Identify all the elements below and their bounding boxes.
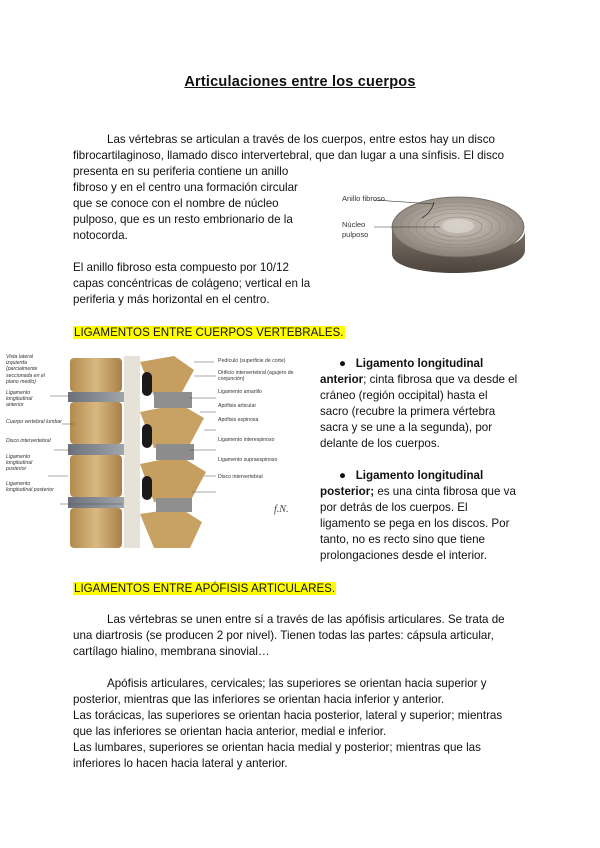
intro-line-3: presenta en su periferia contiene un anillo [73, 165, 289, 178]
spine-left-labels [6, 354, 62, 493]
left-label: plano medio) [6, 378, 36, 385]
para4-line-6: inferiores lo hacen hacia lateral y anterior. [73, 757, 288, 770]
label-pulposo: pulposo [342, 230, 369, 239]
intro-line-6: pulposo, que es un resto embrionario de la [73, 213, 293, 226]
section-heading-cuerpos [73, 323, 345, 341]
bullet-posterior-head: Ligamento longitudinal [355, 469, 484, 482]
para4-line-4: que las inferiores se orientan hacia anterior, medial e inferior. [73, 725, 387, 738]
bullet-anterior-line-1 [339, 356, 483, 372]
bullet-posterior-line-4: ligamento se pega en los discos. Por [320, 517, 510, 530]
bullet-posterior-line-3: por detrás de los cuerpos. El [320, 501, 468, 514]
bullet-posterior-head-2: posterior; [320, 485, 375, 498]
left-label: seccionada en el [6, 372, 45, 379]
bullet-anterior-line-4: sacro (recubre la primera vértebra [320, 405, 496, 418]
bullet-anterior-line-5: sacra y se une a la segunda), por [320, 421, 493, 434]
para4-line-1: Apófisis articulares, cervicales; las superiores se orientan hacia superior y [107, 677, 487, 690]
bullet-anterior-head: Ligamento longitudinal [355, 357, 484, 370]
intro-line-1: Las vértebras se articulan a través de los cuerpos, entre estos hay un disco [107, 133, 495, 146]
right-label: Ligamento interespinoso [218, 437, 275, 444]
right-label: Pedículo (superficie de corte) [218, 358, 286, 364]
left-label: izquierda [6, 360, 28, 367]
left-label: Disco intervertebral [6, 437, 51, 444]
left-label: Ligamento [6, 390, 31, 397]
artist-signature: f.N. [274, 504, 289, 515]
para3-line-1: Las vértebras se unen entre sí a través de las apófisis articulares. Se trata de [107, 613, 505, 626]
left-label: longitudinal posterior [6, 486, 54, 493]
page-title: Articulaciones entre los cuerpos [184, 74, 416, 90]
bullet-posterior-rest: es una cinta fibrosa que va [374, 485, 516, 498]
section-heading-apofisis-text: LIGAMENTOS ENTRE APÓFISIS ARTICULARES. [74, 582, 336, 595]
left-label: posterior [6, 466, 27, 473]
bullet-anterior-line-2 [320, 372, 517, 388]
bullet-posterior-line-2 [320, 484, 516, 500]
bullet-posterior-line-5: tanto, no es recto sino que tiene [320, 533, 486, 546]
disc-figure [330, 182, 530, 286]
left-label: Ligamento [6, 480, 31, 487]
intro-line-7: notocorda. [73, 229, 128, 242]
right-label: Apófisis espinosa [218, 417, 259, 424]
bullet-anterior-rest: ; cinta fibrosa que va desde el [363, 373, 518, 386]
label-anillo-fibroso: Anillo fibroso [342, 194, 385, 203]
section-heading-apofisis [73, 579, 336, 597]
left-label: Vista lateral [6, 354, 34, 360]
bullet-dot-icon: ● [339, 357, 347, 370]
para3-line-3: cartílago hialino, membrana sinovial… [73, 645, 270, 658]
bullet-posterior-line-6: prolongaciones desde el interior. [320, 549, 487, 562]
left-label: longitudinal [6, 396, 33, 403]
para4-line-2: posterior, mientras que las inferiores se orientan hacia inferior y anterior. [73, 693, 445, 706]
anillo-line-1: El anillo fibroso esta compuesto por 10/12 [73, 261, 289, 274]
para4-line-5: Las lumbares, superiores se orientan hacia medial y posterior; mientras que las [73, 741, 481, 754]
bullet-anterior-head-2: anterior [320, 373, 364, 386]
spine-figure [4, 352, 302, 550]
right-label: Ligamento supraespinoso [218, 457, 278, 464]
bullet-posterior-line-1 [339, 468, 483, 484]
left-label: anterior [6, 402, 24, 409]
left-label: longitudinal [6, 460, 33, 467]
right-label: Apófisis articular [218, 402, 257, 409]
spine-right-labels [218, 358, 302, 480]
right-label: Disco intervertebral [218, 473, 263, 480]
label-nucleo: Núcleo [342, 220, 366, 229]
right-label: Ligamento amarillo [218, 388, 262, 395]
bullet-anterior-line-6: delante de los cuerpos. [320, 437, 440, 450]
left-label: Cuerpo vertebral lumbar [6, 418, 62, 425]
bullet-dot-icon: ● [339, 469, 347, 482]
left-label: Ligamento [6, 454, 31, 461]
left-label: (parcialmente [6, 366, 38, 373]
intro-line-2: fibrocartilaginoso, llamado disco intervertebral, que dan lugar a una sínfisis. El disco [73, 149, 505, 162]
intro-line-5: que se conoce con el nombre de núcleo [73, 197, 279, 210]
section-heading-cuerpos-text: LIGAMENTOS ENTRE CUERPOS VERTEBRALES. [74, 326, 344, 339]
right-label: Orificio intervertebral (agujero de conjunción) [218, 370, 294, 383]
intro-line-4: fibroso y en el centro una formación circular [73, 181, 298, 194]
anillo-line-3: periferia y más horizontal en el centro. [73, 293, 270, 306]
anillo-line-2: capas concéntricas de colágeno; vertical en la [73, 277, 311, 290]
para4-line-3: Las torácicas, las superiores se orientan hacia posterior, lateral y superior; mientras [73, 709, 503, 722]
para3-line-2: una diartrosis (se producen 2 por nivel). Tienen todas las partes: cápsula articular, [73, 629, 494, 642]
bullet-anterior-line-3: cráneo (región occipital) hasta el [320, 389, 488, 402]
